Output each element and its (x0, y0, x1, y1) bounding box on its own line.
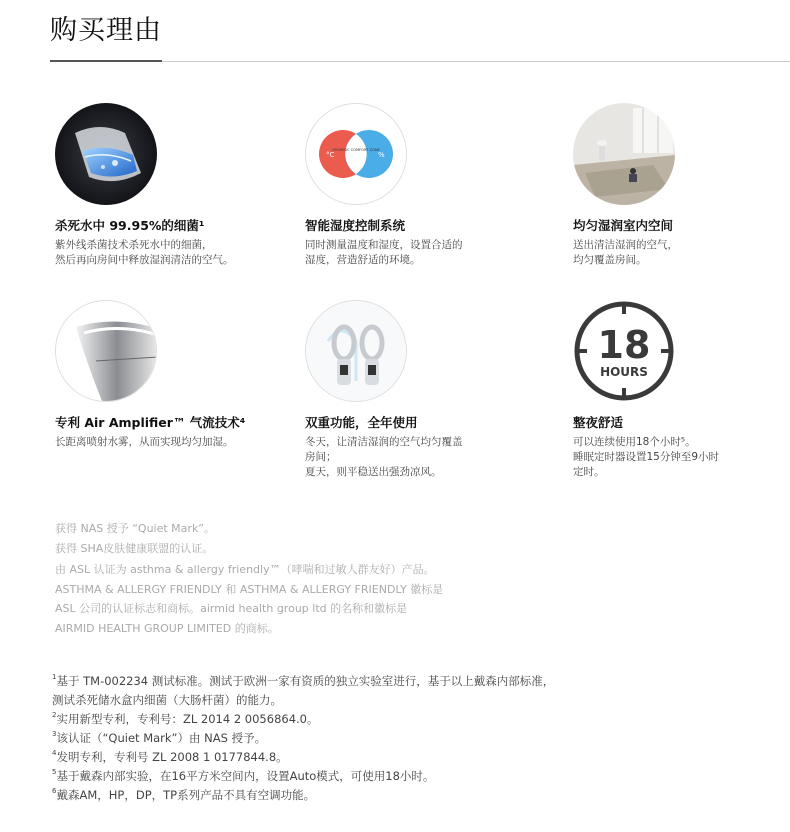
timer-18-hours-icon (573, 300, 675, 402)
footnotes (52, 672, 554, 805)
footnote: $^2$实用新型专利，专利号：ZL 2014 2 0056864.0。 (52, 711, 319, 726)
cert-line: ASTHMA & ALLERGY FRIENDLY 和 ASTHMA & ALLERGY FRIENDLY 徽标是 (55, 582, 444, 596)
feature-title: 杀死水中 99.95%的细菌¹ (55, 218, 205, 233)
footnote: $^5$基于戴森内部实验，在16平方米空间内，设置Auto模式，可使用18小时。 (52, 768, 435, 783)
hygienic-comfort-zone-icon (305, 103, 407, 205)
feature-description: 同时测量温度和湿度，设置合适的 湿度，营造舒适的环境。 (305, 239, 463, 266)
cert-line: 获得 NAS 授予 “Quiet Mark”。 (55, 522, 216, 535)
title-underline (50, 60, 162, 62)
feature-title: 双重功能，全年使用 (305, 415, 418, 430)
feature-title: 均匀湿润室内空间 (573, 218, 674, 233)
footnote: $^6$戴森AM，HP，DP，TP系列产品不具有空调功能。 (52, 787, 316, 802)
cert-line: ASL 公司的认证标志和商标。airmid health group ltd 的名称和徽标是 (55, 602, 408, 615)
footnote: $^1$基于 TM-002234 测试标准。测试于欧洲一家有资质的独立实验室进行，基于以上戴森内部标准， (52, 673, 555, 688)
cert-line: 由 ASL 认证为 asthma & allergy friendly™（哮喘和过敏人群友好）产品。 (55, 563, 435, 576)
uv-water-tank-icon (55, 103, 157, 205)
footnote: 测试杀死储水盒内细菌（大肠杆菌）的能力。 (52, 693, 282, 707)
badge-celsius: °C (326, 151, 335, 159)
divider (162, 61, 790, 62)
feature-title: 专利 Air Amplifier™ 气流技术⁴ (55, 415, 246, 430)
feature-description: 长距离喷射水雾，从而实现均匀加湿。 (55, 436, 234, 448)
feature-description: 送出清洁湿润的空气， 均匀覆盖房间。 (573, 239, 678, 266)
feature-description: 冬天，让清洁湿润的空气均匀覆盖 房间； 夏天，则平稳送出强劲凉风。 (305, 436, 463, 478)
timer-number: 18 (597, 323, 651, 367)
cert-line: AIRMID HEALTH GROUP LIMITED 的商标。 (55, 621, 279, 635)
feature-description: 紫外线杀菌技术杀死水中的细菌， 然后再向房间中释放湿润清洁的空气。 (55, 239, 234, 266)
badge-zone-label: HYGIENIC COMFORT ZONE (332, 148, 380, 152)
feature-title: 智能湿度控制系统 (305, 218, 406, 233)
footnote: $^4$发明专利，专利号 ZL 2008 1 0177844.8。 (52, 749, 288, 764)
two-fans-icon (305, 300, 407, 402)
timer-unit: HOURS (600, 365, 648, 379)
footnote: $^3$该认证（“Quiet Mark”）由 NAS 授予。 (52, 730, 267, 745)
air-amplifier-loop-icon (55, 300, 157, 402)
cert-line: 获得 SHA皮肤健康联盟的认证。 (55, 541, 214, 555)
room-coverage-icon (573, 103, 675, 205)
feature-title: 整夜舒适 (573, 415, 624, 430)
badge-percent: % (378, 151, 385, 159)
page-title: 购买理由 (50, 15, 162, 46)
certifications-block (55, 519, 443, 638)
feature-description: 可以连续使用18个小时⁵。 睡眠定时器设置15分钟至9小时 定时。 (573, 436, 720, 478)
